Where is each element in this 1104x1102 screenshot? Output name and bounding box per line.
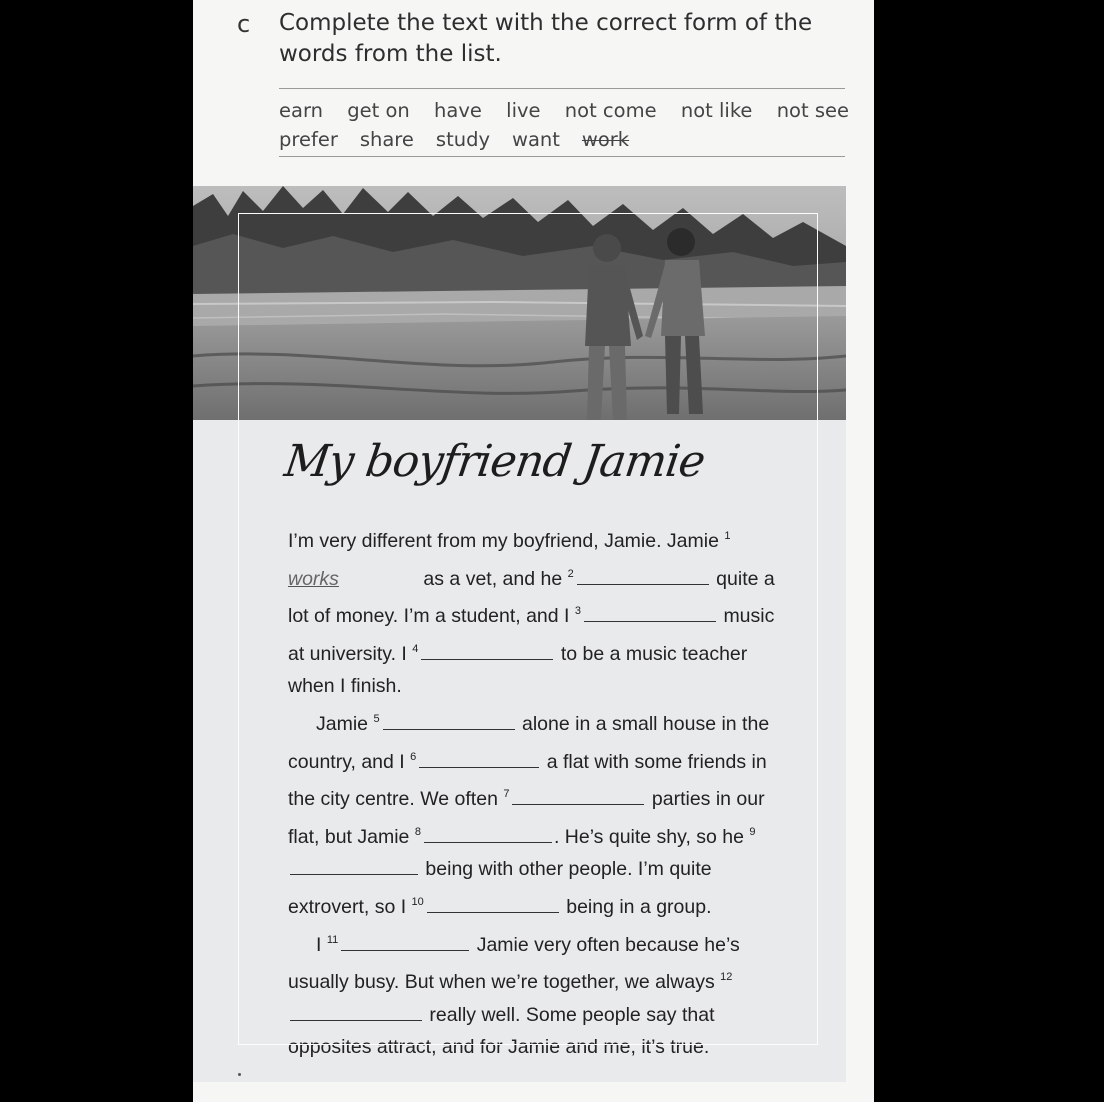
page-mark (238, 1073, 241, 1076)
text-segment: . He’s quite shy, so he (553, 825, 744, 848)
text-segment: a flat with some friends in the city centre. We often (288, 750, 767, 811)
word-have: have (434, 99, 482, 122)
word-live: live (506, 99, 541, 122)
gap-number: 2 (567, 567, 574, 580)
answer-blank-4[interactable] (421, 640, 553, 660)
answer-blank-6[interactable] (419, 748, 539, 768)
answer-blank-2[interactable] (577, 565, 709, 585)
paragraph-1 (288, 520, 788, 703)
gap-number: 6 (410, 750, 417, 763)
gap-number: 10 (411, 895, 424, 908)
answer-blank-7[interactable] (512, 785, 644, 805)
gap-number: 7 (503, 788, 510, 801)
word-prefer: prefer (279, 128, 338, 151)
paragraph-2 (288, 703, 788, 924)
text-segment: music at university. I (288, 605, 775, 665)
exercise-letter: c (237, 10, 251, 38)
answer-blank-9[interactable] (290, 855, 418, 875)
text-segment: to be a music teacher when I finish. (288, 642, 748, 698)
word-not-see: not see (776, 99, 849, 122)
text-segment: Jamie very often because he’s usually busy. But when we’re together, we always (288, 933, 740, 994)
gap-number: 3 (574, 605, 582, 618)
gap-number: 4 (412, 642, 419, 655)
text-segment: as a vet, and he (423, 567, 563, 590)
word-earn: earn (279, 99, 323, 122)
couple-walking-photo (193, 186, 846, 420)
answer-blank-5[interactable] (383, 710, 515, 730)
text-segment: being with other people. I’m quite extrovert, so I (288, 858, 712, 918)
word-get-on: get on (347, 99, 410, 122)
answer-blank-12[interactable] (290, 1001, 422, 1021)
paragraph-3 (288, 924, 788, 1064)
gap-number: 12 (720, 971, 733, 984)
gap-number: 11 (326, 933, 339, 946)
wordlist-bottom-rule (279, 156, 845, 157)
word-want: want (512, 128, 560, 151)
text-segment: quite a lot of money. I’m a student, and I (288, 567, 775, 628)
article-body (288, 520, 788, 1064)
article-panel (193, 186, 846, 1082)
exercise-instruction: Complete the text with the correct form of the words from the list. (279, 10, 813, 67)
answer-blank-8[interactable] (424, 823, 552, 843)
text-segment: parties in our flat, but Jamie (288, 788, 765, 848)
word-share: share (359, 128, 414, 151)
text-segment: I (316, 933, 322, 956)
text-segment: I’m very different from my boyfriend, Jamie. Jamie (288, 530, 719, 552)
word-list-row-1 (279, 96, 849, 125)
answer-blank-10[interactable] (427, 893, 559, 913)
word-study: study (435, 128, 490, 151)
text-segment: alone in a small house in the country, and I (288, 712, 770, 773)
word-list (279, 96, 849, 154)
answer-blank-11[interactable] (341, 931, 469, 951)
gap-number: 8 (414, 825, 421, 838)
gap-number: 1 (724, 530, 731, 542)
couple-walking-by-lake-photo (193, 186, 846, 420)
example-answer: works (288, 567, 339, 590)
gap-number: 9 (749, 825, 756, 838)
wordlist-top-rule (279, 88, 845, 89)
word-not-like: not like (680, 99, 753, 122)
answer-blank-3[interactable] (584, 602, 716, 622)
gap-number: 5 (373, 712, 380, 725)
word-list-row-2 (279, 125, 849, 154)
textbook-page (193, 0, 874, 1102)
text-segment: Jamie (316, 712, 369, 735)
text-segment: really well. Some people say that opposites attract, and for Jamie and me, it’s true. (288, 1003, 715, 1059)
word-work-crossed-out: work (581, 128, 630, 151)
word-not-come: not come (564, 99, 657, 122)
text-segment: being in a group. (566, 895, 712, 918)
article-title: My boyfriend Jamie (281, 436, 708, 487)
